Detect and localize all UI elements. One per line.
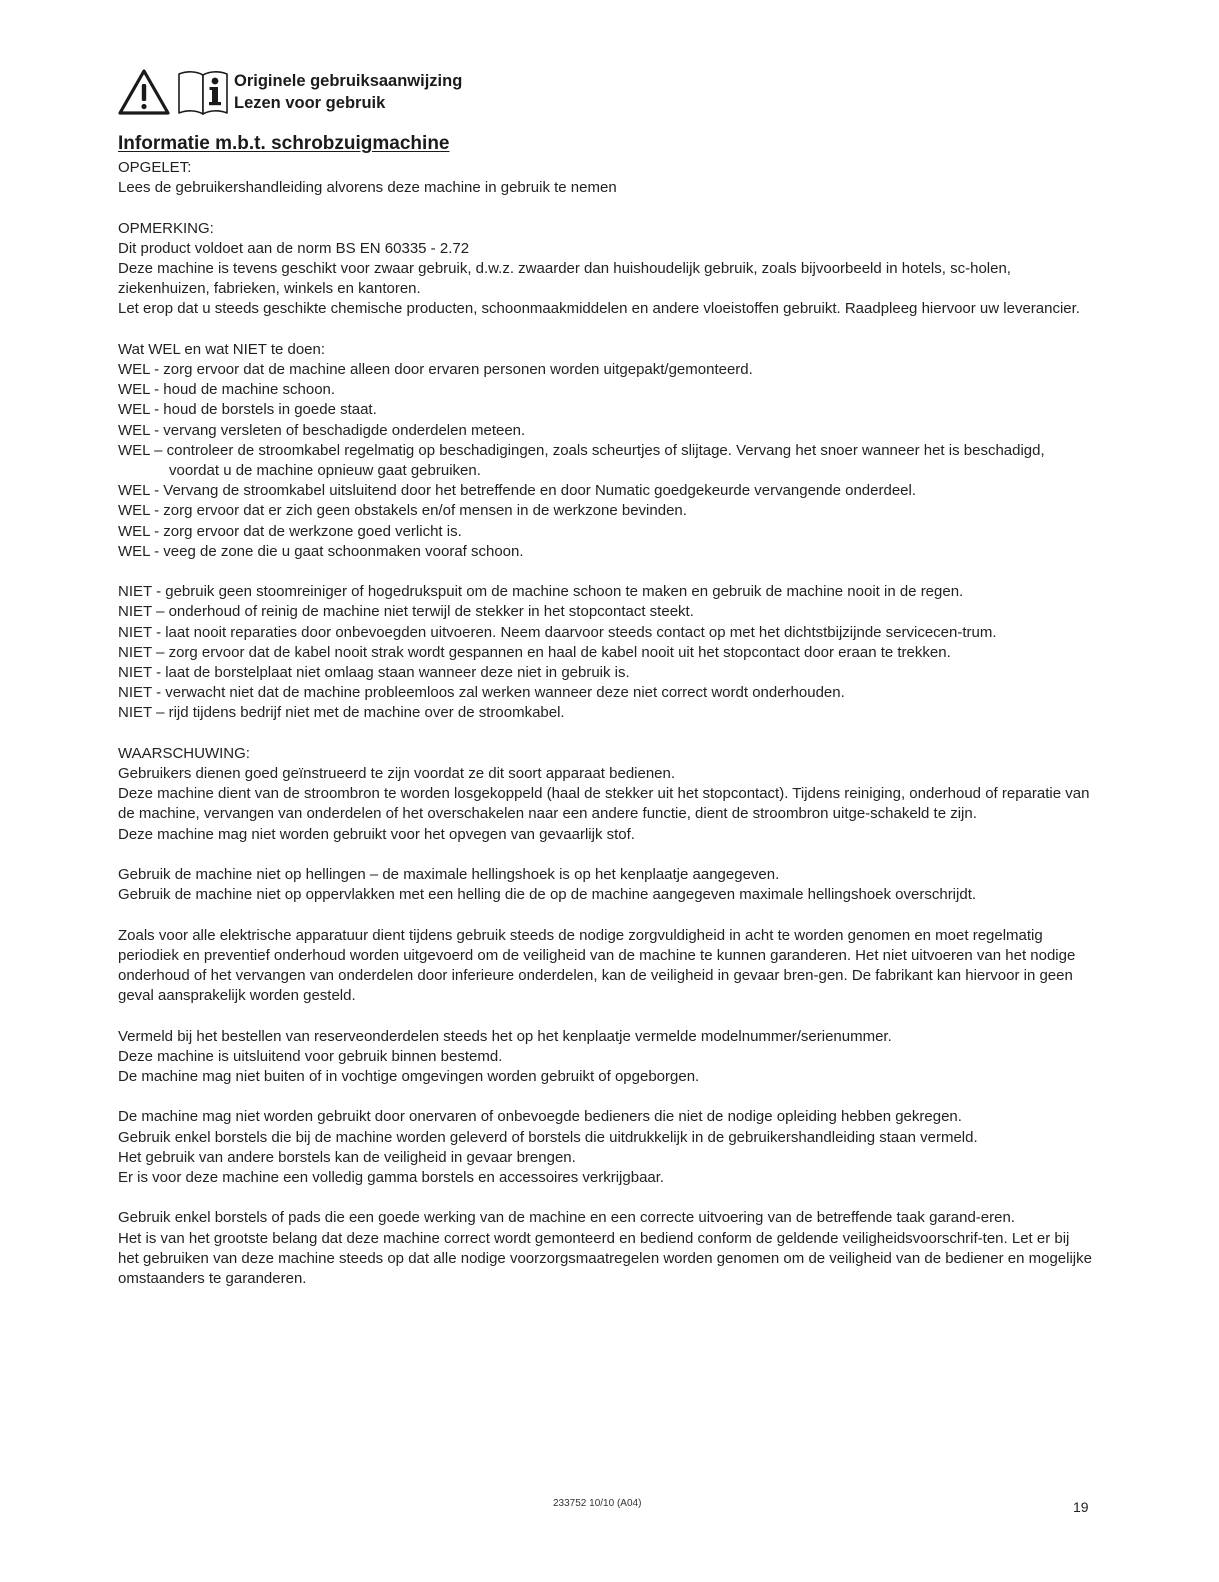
list-item: WEL - zorg ervoor dat de werkzone goed verlicht is. [118, 522, 462, 540]
header-line-2: Lezen voor gebruik [234, 94, 386, 112]
list-item: NIET - laat nooit reparaties door onbevoegden uitvoeren. Neem daarvoor steeds contact op met het dichtstbijzijnde servicecen-trum. [118, 623, 997, 641]
section-opgelet [118, 158, 1093, 198]
list-item: NIET - laat de borstelplaat niet omlaag staan wanneer deze niet in gebruik is. [118, 664, 630, 682]
paragraph-line: Gebruik de machine niet op oppervlakken met een helling die de op de machine aangegeven maximale hellingshoek overschrijdt. [118, 886, 977, 904]
paragraph-line: Deze machine dient van de stroombron te worden losgekoppeld (haal de stekker uit het stopcontact). Tijdens reiniging, onderhoud of reparatie van de machine, vervangen van onderdelen of het overschakelen naar een andere functie, dient de stroombron uitge-schakeld te zijn. [118, 785, 1090, 823]
section-hellingen [118, 865, 1093, 905]
paragraph-line: Het is van het grootste belang dat deze machine correct wordt gemonteerd en bediend conform de geldende veiligheidsvoorschrif-ten. Let er bij het gebruiken van deze machine steeds op dat alle nodige voorzorgsmaatregelen worden genomen om de veiligheid van de bediener en mogelijke omstaanders te garanderen. [118, 1229, 1092, 1288]
section-waarschuwing [118, 744, 1093, 845]
paragraph-line: Lees de gebruikershandleiding alvorens deze machine in gebruik te nemen [118, 179, 617, 197]
paragraph-line: Het gebruik van andere borstels kan de veiligheid in gevaar brengen. [118, 1148, 576, 1166]
label-opmerking: OPMERKING: [118, 219, 214, 237]
label-opgelet: OPGELET: [118, 159, 192, 176]
paragraph-line: Deze machine mag niet worden gebruikt voor het opvegen van gevaarlijk stof. [118, 825, 635, 843]
section-opmerking [118, 219, 1093, 320]
paragraph-line: Gebruik enkel borstels of pads die een goede werking van de machine en een correcte uitvoering van de betreffende taak garand-eren. [118, 1209, 1015, 1227]
list-item: NIET - gebruik geen stoomreiniger of hogedrukspuit om de machine schoon te maken en gebruik de machine nooit in de regen. [118, 583, 964, 601]
manual-info-icon [175, 66, 231, 118]
paragraph-line: De machine mag niet buiten of in vochtige omgevingen worden gebruikt of opgeborgen. [118, 1068, 700, 1086]
manual-header [117, 66, 462, 118]
paragraph-line: Let erop dat u steeds geschikte chemische producten, schoonmaakmiddelen en andere vloeistoffen gebruikt. Raadpleeg hiervoor uw leverancier. [118, 300, 1080, 318]
page-number: 19 [1073, 1499, 1089, 1515]
page-title: Informatie m.b.t. schrobzuigmachine [118, 133, 450, 154]
list-item: WEL - vervang versleten of beschadigde onderdelen meteen. [118, 421, 526, 439]
paragraph-line: Gebruik de machine niet op hellingen – de maximale hellingshoek is op het kenplaatje aangegeven. [118, 866, 780, 884]
paragraph-line: De machine mag niet worden gebruikt door onervaren of onbevoegde bedieners die niet de nodige opleiding hebben gekregen. [118, 1108, 962, 1126]
list-item: NIET – rijd tijdens bedrijf niet met de machine over de stroomkabel. [118, 704, 565, 722]
warning-triangle-icon [117, 67, 171, 117]
list-item: WEL - veeg de zone die u gaat schoonmaken vooraf schoon. [118, 542, 524, 560]
header-line-1: Originele gebruiksaanwijzing [234, 72, 463, 90]
list-item: WEL - Vervang de stroomkabel uitsluitend door het betreffende en door Numatic goedgekeurde vervangende onderdeel. [118, 482, 917, 500]
paragraph-line: Deze machine is uitsluitend voor gebruik binnen bestemd. [118, 1047, 503, 1065]
section-pads [118, 1208, 1093, 1289]
document-code: 233752 10/10 (A04) [553, 1498, 642, 1509]
paragraph-line: Zoals voor alle elektrische apparatuur dient tijdens gebruik steeds de nodige zorgvuldigheid in acht te worden genomen en moet regelmatig periodiek en preventief onderhoud worden uitgevoerd om de veiligheid van de machine te kunnen garanderen. Het niet uitvoeren van het nodige onderhoud of het vervangen van onderdelen door inferieure onderdelen, kan de veiligheid in gevaar bren-gen. De fabrikant kan hiervoor in geen geval aansprakelijk worden gesteld. [118, 926, 1076, 1005]
header-text [234, 70, 462, 114]
document-body [118, 132, 1093, 1309]
label-waarschuwing: WAARSCHUWING: [118, 744, 250, 762]
list-heading: Wat WEL en wat NIET te doen: [118, 340, 326, 358]
paragraph-line: Vermeld bij het bestellen van reserveonderdelen steeds het op het kenplaatje vermelde modelnummer/serienummer. [118, 1027, 892, 1045]
section-reserveonderdelen [118, 1027, 1093, 1088]
section-borstels [118, 1107, 1093, 1188]
paragraph-line: Er is voor deze machine een volledig gamma borstels en accessoires verkrijgbaar. [118, 1169, 665, 1187]
list-item: WEL - zorg ervoor dat de machine alleen door ervaren personen worden uitgepakt/gemonteerd. [118, 361, 753, 378]
list-item: NIET – zorg ervoor dat de kabel nooit strak wordt gespannen en haal de kabel nooit uit het stopcontact door eraan te trekken. [118, 643, 951, 661]
paragraph-line: Dit product voldoet aan de norm BS EN 60335 - 2.72 [118, 239, 470, 257]
list-item: WEL - houd de borstels in goede staat. [118, 401, 377, 419]
section-zorgvuldigheid [118, 926, 1093, 1007]
list-item: WEL - zorg ervoor dat er zich geen obstakels en/of mensen in de werkzone bevinden. [118, 502, 687, 520]
paragraph-line: Deze machine is tevens geschikt voor zwaar gebruik, d.w.z. zwaarder dan huishoudelijk gebruik, zoals bijvoorbeeld in hotels, sc-holen, ziekenhuizen, fabrieken, winkels en kantoren. [118, 260, 1011, 298]
section-wel-list [118, 340, 1093, 562]
list-item: WEL – controleer de stroomkabel regelmatig op beschadigingen, zoals scheurtjes of slijtage. Vervang het snoer wanneer het is beschadigd, voordat u de machine opnieuw gaat gebruiken. [118, 441, 1045, 480]
list-item: NIET – onderhoud of reinig de machine niet terwijl de stekker in het stopcontact steekt. [118, 603, 694, 621]
paragraph-line: Gebruik enkel borstels die bij de machine worden geleverd of borstels die uitdrukkelijk in de gebruikershandleiding staan vermeld. [118, 1128, 978, 1146]
list-item: NIET - verwacht niet dat de machine probleemloos zal werken wanneer deze niet correct wordt onderhouden. [118, 684, 845, 702]
section-niet-list [118, 582, 1093, 723]
paragraph-line: Gebruikers dienen goed geïnstrueerd te zijn voordat ze dit soort apparaat bedienen. [118, 765, 676, 783]
list-item: WEL - houd de machine schoon. [118, 381, 336, 399]
